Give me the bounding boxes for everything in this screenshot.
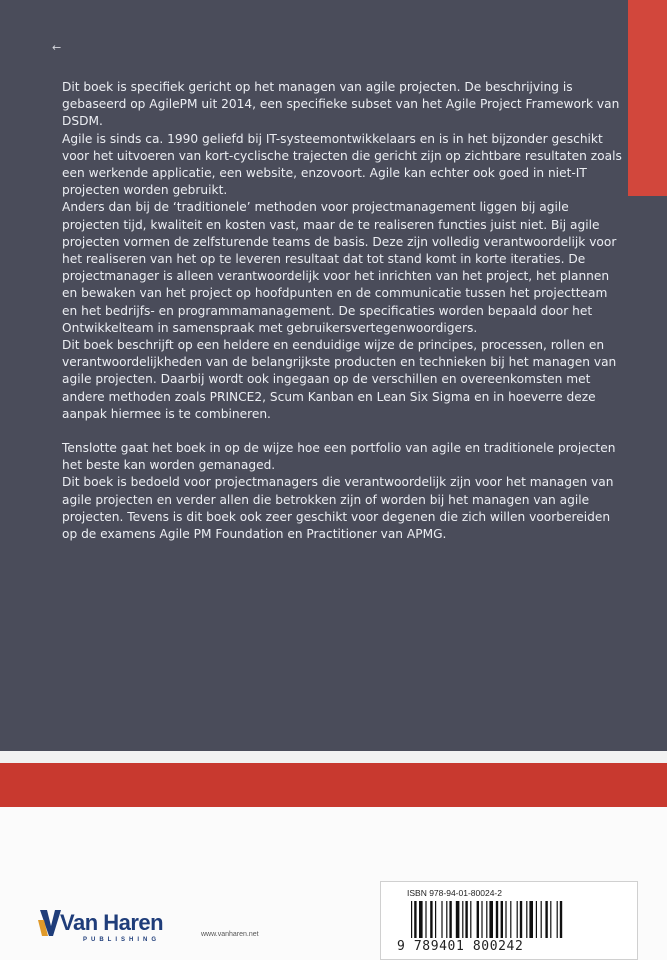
blurb-paragraph: Dit boek is bedoeld voor projectmanagers die verantwoordelijk zijn voor het managen van agile projecten en verder allen die betrokken zijn of worden bij het managen van agile projecten. Tevens is dit boek ook zeer geschikt voor degenen die zich willen voorbereiden op de examens Agile PM Foundation en Practitioner van APMG.: [62, 475, 614, 542]
publisher-sub: PUBLISHING: [83, 937, 161, 943]
barcode-label: [380, 881, 638, 960]
isbn-text: ISBN 978-94-01-80024-2: [407, 888, 502, 898]
red-stripe: [0, 763, 667, 807]
blurb-paragraph: Tenslotte gaat het boek in op de wijze hoe een portfolio van agile en traditionele projecten het beste kan worden gemanaged.: [62, 441, 616, 473]
red-edge-band: [628, 0, 667, 196]
arrow-icon: ←: [52, 41, 62, 54]
publisher-url: www.vanharen.net: [201, 931, 259, 938]
blurb-text: [62, 79, 626, 543]
barcode-digits: 9 789401 800242: [397, 939, 524, 954]
barcode-bars: [411, 901, 616, 938]
publisher-name: Van Haren: [60, 910, 164, 935]
publisher-logo: [38, 908, 188, 948]
blurb-paragraph: Agile is sinds ca. 1990 geliefd bij IT-systeemontwikkelaars en is in het bijzonder geschikt voor het uitvoeren van kort-cyclische trajecten die gericht zijn op zichtbare resultaten zoals een werkende applicatie, een website, enzovoort. Agile kan echter ook goed in niet-IT projecten worden gebruikt.: [62, 131, 622, 198]
white-stripe: [0, 751, 667, 763]
publisher-mark-icon: [38, 908, 62, 938]
blurb-paragraph: Dit boek is specifiek gericht op het managen van agile projecten. De beschrijving is gebaseerd op AgilePM uit 2014, een specifieke subset van het Agile Project Framework van DSDM.: [62, 80, 620, 129]
blurb-paragraph: Dit boek beschrijft op een heldere en eenduidige wijze de principes, processen, rollen en verantwoordelijkheden van de belangrijkste producten en technieken bij het managen van agile projecten. Daarbij wordt ook ingegaan op de verschillen en overeenkomsten met andere methoden zoals PRINCE2, Scum Kanban en Lean Six Sigma en in hoeverre deze aanpak hiermee is te combineren.: [62, 338, 617, 421]
blurb-paragraph: Anders dan bij de ‘traditionele’ methoden voor projectmanagement liggen bij agile projecten tijd, kwaliteit en kosten vast, maar de te realiseren functies juist niet. Bij agile projecten vormen de zelfsturende teams de basis. Deze zijn volledig verantwoordelijk voor het realiseren van het op te leveren resultaat dat tot stand komt in korte iteraties. De projectmanager is alleen verantwoordelijk voor het inrichten van het project, het plannen en bewaken van het project op hoofdpunten en de communicatie tussen het projectteam en het bedrijfs- en programmamanagement. De specificaties worden bepaald door het Ontwikkelteam in samenspraak met gebruikersvertegenwoordigers.: [62, 200, 617, 335]
